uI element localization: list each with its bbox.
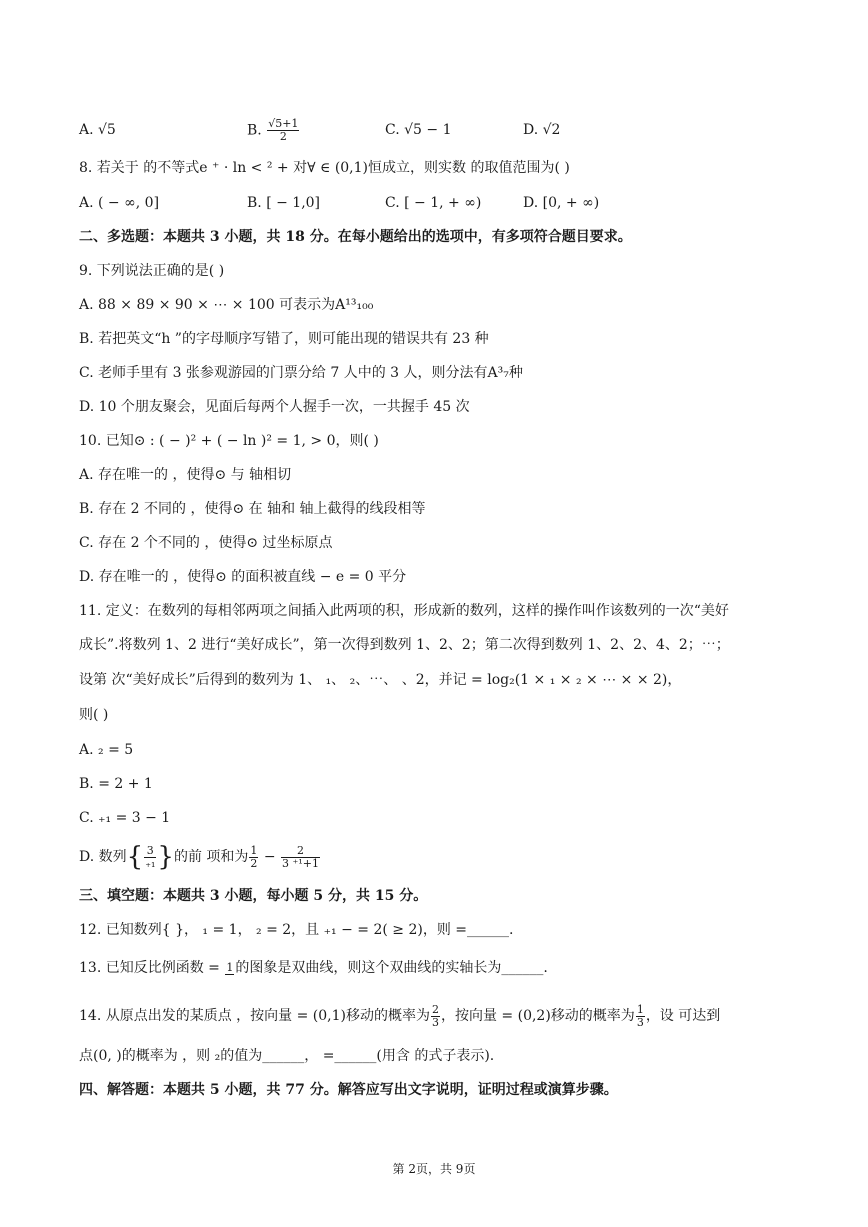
q14-part-3: ，设 可达到 bbox=[645, 1008, 721, 1024]
q14-fraction-1-denominator: 3 bbox=[431, 1015, 439, 1029]
q11-stem-line-2: 成长”.将数列 1、2 进行“美好成长”，第一次得到数列 1、2、2；第二次得到数列 1、2、2、4、2；⋯； bbox=[79, 637, 730, 653]
q10-option-d: D. 存在唯一的 ，使得⊙ 的面积被直线 − e = 0 平分 bbox=[79, 569, 407, 585]
q11-option-d-half-denominator: 2 bbox=[250, 856, 258, 870]
q7-option-b-numerator: √5+1 bbox=[268, 117, 299, 130]
q10-option-b: B. 存在 2 不同的 ，使得⊙ 在 轴和 轴上截得的线段相等 bbox=[79, 501, 426, 517]
q11-option-d-sequence-numerator: 3 bbox=[144, 845, 156, 858]
q7-option-d: D. √2 bbox=[523, 122, 561, 138]
q9-stem: 9. 下列说法正确的是( ) bbox=[79, 263, 225, 279]
q11-option-d bbox=[79, 840, 321, 874]
q8-option-c: C. [ − 1, + ∞) bbox=[385, 195, 482, 211]
q10-option-a: A. 存在唯一的 ，使得⊙ 与 轴相切 bbox=[79, 467, 292, 483]
q8-option-d: D. [0, + ∞) bbox=[523, 195, 600, 211]
q11-option-d-half-fraction bbox=[249, 845, 258, 870]
q9-option-c: C. 老师手里有 3 张参观游园的门票分给 7 人中的 3 人，则分法有A³₇种 bbox=[79, 365, 523, 381]
q8-option-a: A. ( − ∞, 0] bbox=[79, 195, 160, 211]
q11-option-c: C. ₊₁ = 3 − 1 bbox=[79, 810, 171, 826]
q8-stem: 8. 若关于 的不等式e ⁺ · ln < ² + 对∀ ∈ (0,1)恒成立，则实数 的取值范围为( ) bbox=[79, 160, 570, 176]
q13-suffix: 的图象是双曲线，则这个双曲线的实轴长为______. bbox=[235, 960, 548, 976]
q11-stem-line-3: 设第 次“美好成长”后得到的数列为 1、 ₁、 ₂、⋯、 、2，并记 = log₂(1 × ₁ × ₂ × ⋯ × × 2)， bbox=[79, 672, 682, 688]
q11-option-d-last-fraction bbox=[281, 845, 320, 870]
q14-stem-line-2: 点(0, )的概率为 ，则 ₂的值为______， =______(用含 的式子表示). bbox=[79, 1048, 495, 1064]
section-2-heading: 二、多选题：本题共 3 小题，共 18 分。在每小题给出的选项中，有多项符合题目要求。 bbox=[79, 229, 632, 245]
q11-stem-line-1: 11. 定义：在数列的每相邻两项之间插入此两项的积，形成新的数列，这样的操作叫作该数列的一次“美好 bbox=[79, 603, 729, 619]
q7-option-b-denominator: 2 bbox=[279, 130, 287, 143]
q11-option-d-sequence-denominator: ₊₁ bbox=[145, 856, 156, 870]
q11-stem-line-4: 则( ) bbox=[79, 707, 109, 723]
q11-option-d-last-numerator: 2 bbox=[281, 845, 320, 858]
q14-part-2: ，按向量 = (0,2)移动的概率为 bbox=[440, 1008, 635, 1024]
q13-numerator: 1 bbox=[226, 960, 234, 974]
q14-fraction-2-numerator: 1 bbox=[636, 1002, 644, 1016]
q14-stem-line-1 bbox=[79, 999, 720, 1033]
q11-option-a: A. ₂ = 5 bbox=[79, 742, 134, 758]
q14-fraction-2 bbox=[636, 1004, 645, 1029]
q14-fraction-1-numerator: 2 bbox=[431, 1002, 439, 1016]
q11-option-d-minus: − bbox=[259, 849, 281, 865]
q7-option-b-fraction bbox=[267, 118, 299, 143]
q11-option-d-last-denominator: 3 ⁺¹+1 bbox=[282, 856, 319, 870]
q7-option-c: C. √5 − 1 bbox=[385, 122, 452, 138]
page-footer: 第 2页，共 9页 bbox=[392, 1162, 476, 1176]
q9-option-b: B. 若把英文“h ”的字母顺序写错了，则可能出现的错误共有 23 种 bbox=[79, 331, 489, 347]
q9-option-a: A. 88 × 89 × 90 × ⋯ × 100 可表示为A¹³₁₀₀ bbox=[79, 297, 374, 313]
right-brace-icon: } bbox=[157, 842, 174, 872]
q12-stem: 12. 已知数列{ }， ₁ = 1， ₂ = 2，且 ₊₁ − = 2( ≥ 2)，则 =______. bbox=[79, 922, 514, 938]
q14-part-1: 14. 从原点出发的某质点 ，按向量 = (0,1)移动的概率为 bbox=[79, 1008, 430, 1024]
section-3-heading: 三、填空题：本题共 3 小题，每小题 5 分，共 15 分。 bbox=[79, 888, 428, 904]
q11-option-d-prefix: D. 数列 bbox=[79, 849, 127, 865]
section-4-heading: 四、解答题：本题共 5 小题，共 77 分。解答应写出文字说明，证明过程或演算步骤。 bbox=[79, 1082, 618, 1098]
q11-option-b: B. = 2 + 1 bbox=[79, 776, 153, 792]
q13-fraction bbox=[225, 962, 234, 975]
q14-fraction-2-denominator: 3 bbox=[636, 1015, 644, 1029]
left-brace-icon: { bbox=[126, 842, 144, 872]
q8-option-b: B. [ − 1,0] bbox=[247, 195, 321, 211]
q13-prefix: 13. 已知反比例函数 = bbox=[79, 960, 225, 976]
q9-option-d: D. 10 个朋友聚会，见面后每两个人握手一次，一共握手 45 次 bbox=[79, 399, 470, 415]
q7-option-b-label: B. bbox=[247, 122, 262, 139]
q11-option-d-sequence-fraction bbox=[144, 845, 156, 870]
q7-option-b bbox=[247, 118, 300, 143]
q13-stem bbox=[79, 952, 548, 984]
q10-stem: 10. 已知⊙ : ( − )² + ( − ln )² = 1, > 0，则( ) bbox=[79, 433, 379, 449]
q10-option-c: C. 存在 2 个不同的 ，使得⊙ 过坐标原点 bbox=[79, 535, 333, 551]
q11-option-d-middle: 的前 项和为 bbox=[173, 849, 249, 865]
q14-fraction-1 bbox=[431, 1004, 440, 1029]
q11-option-d-half-numerator: 1 bbox=[250, 843, 258, 857]
q7-option-a: A. √5 bbox=[79, 122, 116, 138]
